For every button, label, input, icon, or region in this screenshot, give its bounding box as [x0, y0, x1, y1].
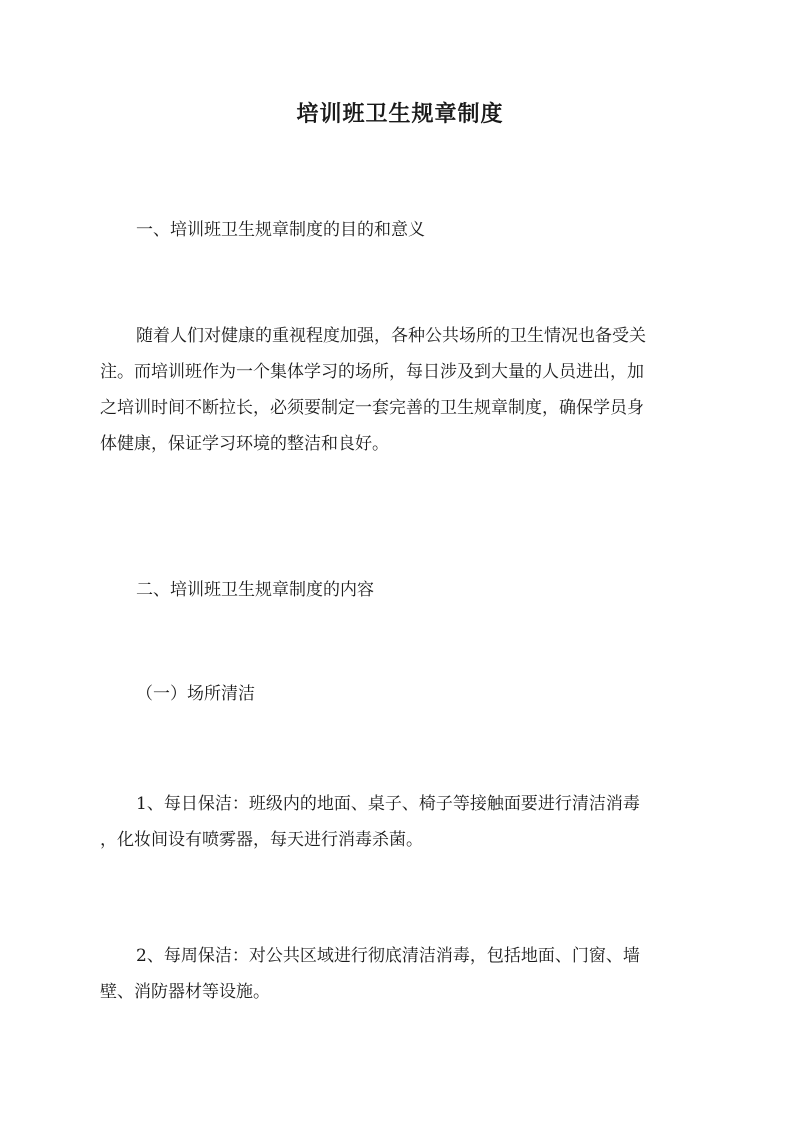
paragraph-line: 随着人们对健康的重视程度加强，各种公共场所的卫生情况也备受关 — [136, 326, 646, 346]
subsection-1-heading: （一）场所清洁 — [136, 684, 255, 704]
section-1-paragraph — [100, 318, 700, 462]
item-2-paragraph — [100, 938, 700, 1010]
section-1-heading: 一、培训班卫生规章制度的目的和意义 — [136, 220, 425, 240]
item-1-paragraph — [100, 786, 700, 858]
paragraph-line: ，化妆间设有喷雾器，每天进行消毒杀菌。 — [100, 830, 423, 850]
paragraph-line: 之培训时间不断拉长，必须要制定一套完善的卫生规章制度，确保学员身 — [100, 398, 644, 418]
paragraph-line: 1、每日保洁：班级内的地面、桌子、椅子等接触面要进行清洁消毒 — [136, 794, 640, 814]
paragraph-line: 2、每周保洁：对公共区域进行彻底清洁消毒，包括地面、门窗、墙 — [136, 946, 640, 966]
paragraph-line: 壁、消防器材等设施。 — [100, 982, 270, 1002]
paragraph-line: 体健康，保证学习环境的整洁和良好。 — [100, 434, 389, 454]
paragraph-line: 注。而培训班作为一个集体学习的场所，每日涉及到大量的人员进出，加 — [100, 362, 644, 382]
section-2-heading: 二、培训班卫生规章制度的内容 — [136, 580, 374, 600]
document-title: 培训班卫生规章制度 — [296, 101, 504, 127]
